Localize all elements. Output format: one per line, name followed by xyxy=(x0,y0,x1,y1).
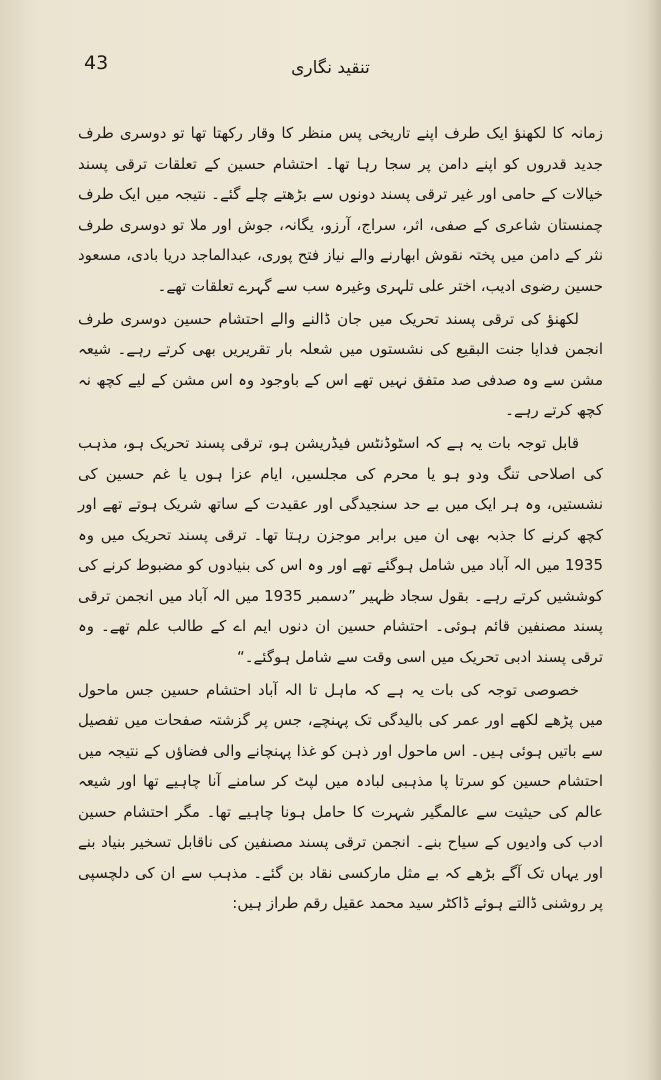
paragraph-4: خصوصی توجہ کی بات یہ ہے کہ ماہل تا الہ آباد احتشام حسین جس ماحول میں پڑھے لکھے اور عمر کی بالیدگی تک پہنچے، جس پر گزشتہ صفحات میں تفصیل سے باتیں ہوئی ہیں۔ اس ماحول اور ذہن کو غذا پہنچانے والی فضاؤں کے نتیجہ میں احتشام حسین کو سرتا پا مذہبی لبادہ میں لپٹ کر سامنے آنا چاہیے تھا اور شیعہ عالم کی حیثیت سے عالمگیر شہرت کا حامل ہونا چاہیے تھا۔ مگر احتشام حسین ادب کی وادیوں کے سیاح بنے۔ انجمن ترقی پسند مصنفین کی ناقابل تسخیر بنیاد بنے اور یہاں تک آگے بڑھے کہ بے مثل مارکسی نقاد بن گئے۔ مذہب سے ان کی دلچسپی پر روشنی ڈالتے ہوئے ڈاکٹر سید محمد عقیل رقم طراز ہیں: xyxy=(78,680,603,912)
page-edge-shadow xyxy=(647,0,661,1080)
running-title: تنقید نگاری xyxy=(291,58,370,78)
page-number: 43 xyxy=(84,52,109,74)
paragraph-1: زمانہ کا لکھنؤ ایک طرف اپنے تاریخی پس منظر کا وقار رکھتا تھا تو دوسری طرف جدید قدروں کو اپنے دامن پر سجا رہا تھا۔ احتشام حسین کے تعلقات ترقی پسند خیالات کے حامی اور غیر ترقی پسند دونوں سے بڑھتے چلے گئے۔ نتیجہ میں ایک طرف چمنستان شاعری کے صفی، اثر، سراج، آرزو، یگانہ، جوش اور ملا تو دوسری طرف نثر کے دامن میں پختہ نقوش ابھارنے والے نیاز فتح پوری، عبدالماجد دریا بادی، مسعود حسین رضوی ادیب، اختر علی تلہری وغیرہ سب سے گہرے تعلقات تھے۔ xyxy=(78,124,603,295)
paragraph-3: قابل توجہ بات یہ ہے کہ اسٹوڈنٹس فیڈریشن ہو، ترقی پسند تحریک ہو، مذہب کی اصلاحی تنگ ودو ہو یا محرم کی مجلسیں، ایام عزا ہوں یا غم حسین کی نشستیں، وہ ہر ایک میں بے حد سنجیدگی اور عقیدت کے ساتھ شریک ہوتے تھے اور کچھ کرنے کا جذبہ بھی ان میں برابر موجزن رہتا تھا۔ ترقی پسند تحریک میں وہ 1935 میں الہ آباد میں شامل ہوگئے تھے اور وہ اس کی بنیادوں کو مضبوط کرنے کی کوششیں کرتے رہے۔ بقول سجاد ظہیر ”دسمبر 1935 میں الہ آباد میں انجمن ترقی پسند مصنفین قائم ہوئی۔ احتشام حسین ان دنوں ایم اے کے طالب علم تھے۔ وہ ترقی پسند ادبی تحریک میں اسی وقت سے شامل ہوگئے۔“ xyxy=(78,434,603,666)
paragraph-2: لکھنؤ کی ترقی پسند تحریک میں جان ڈالنے والے احتشام حسین دوسری طرف انجمن فدایا جنت البقیع کی نشستوں میں شعلہ بار تقریریں بھی کرتے رہے۔ شیعہ مشن سے وہ صدفی صد متفق نہیں تھے اس کے باوجود وہ اس مشن کے لیے کچھ نہ کچھ کرتے رہے۔ xyxy=(78,309,603,419)
body-text xyxy=(78,118,603,921)
